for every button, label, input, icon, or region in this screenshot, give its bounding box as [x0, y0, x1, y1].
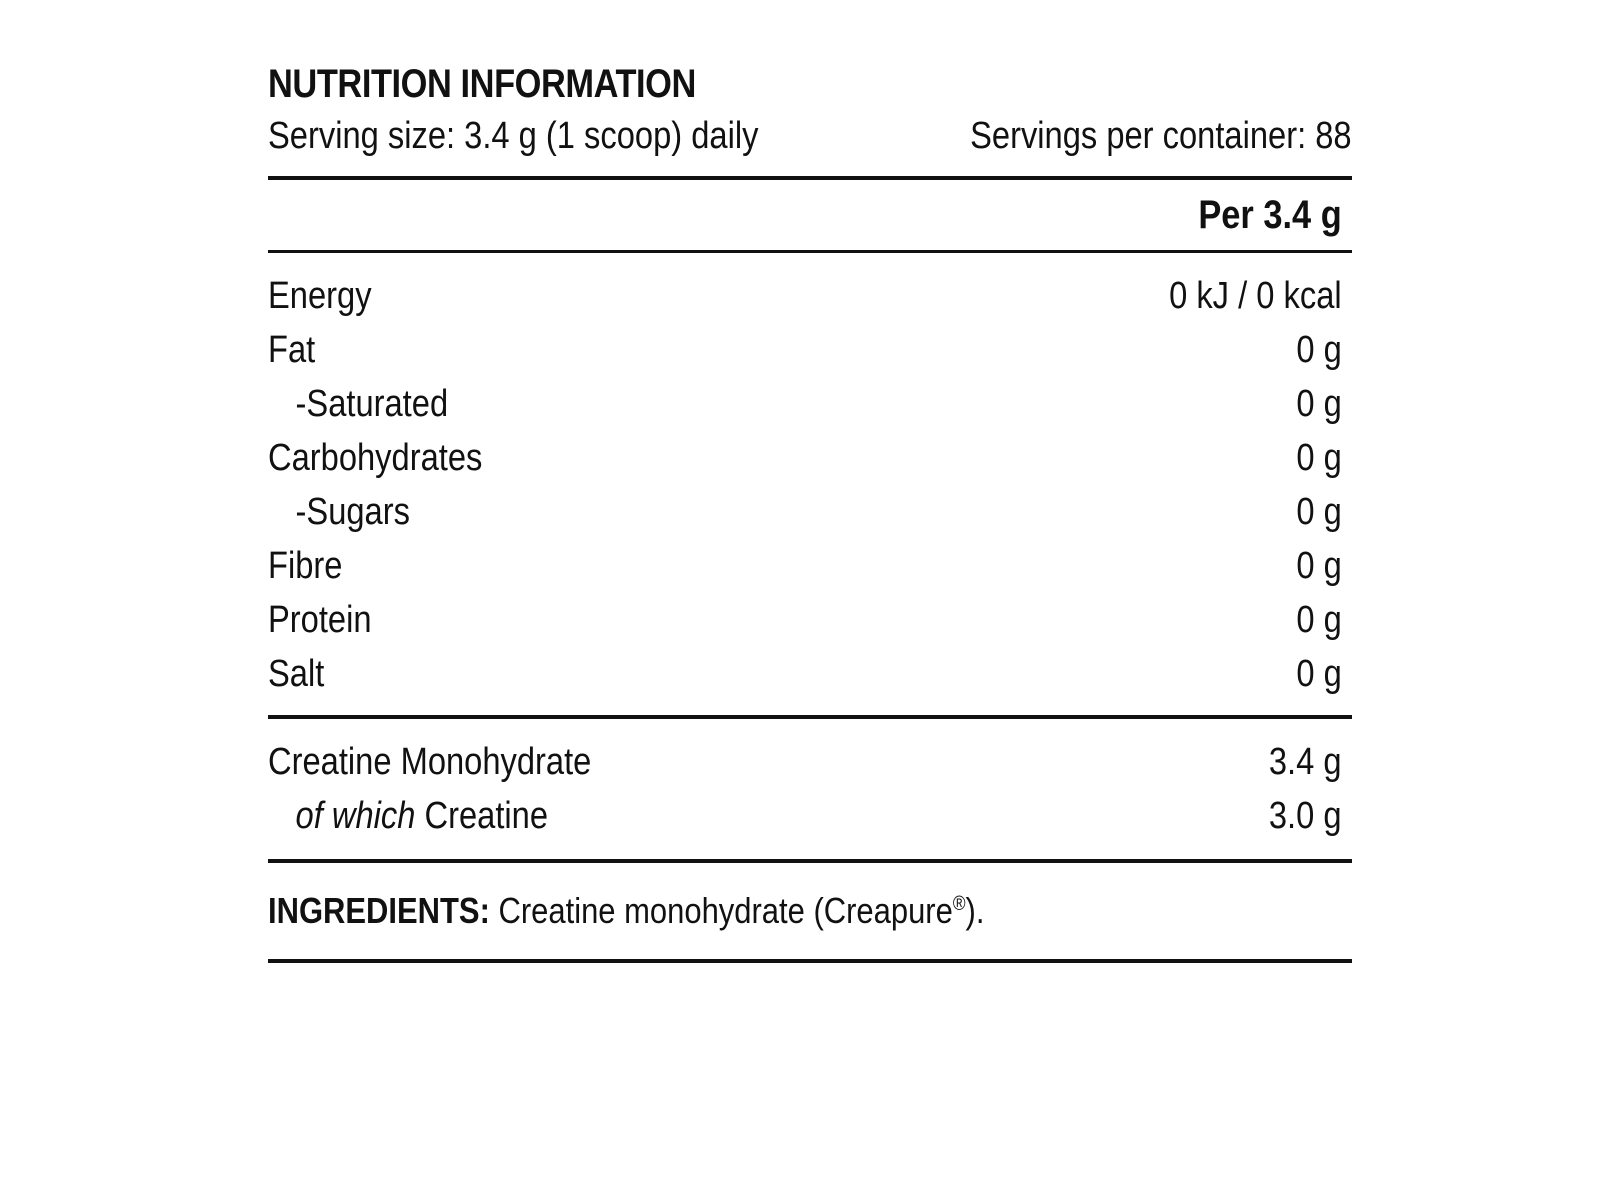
creatine-monohydrate-label: Creatine Monohydrate: [268, 740, 592, 783]
creatine-section: [268, 719, 1352, 859]
of-which-prefix: of which: [295, 794, 416, 837]
per-serving-label: Per 3.4 g: [1198, 192, 1342, 237]
nutrient-value: 0 g: [1296, 544, 1342, 587]
ingredients-text-wrap: [268, 890, 984, 932]
nutrient-row-carbohydrates: [268, 431, 1352, 485]
nutrient-table: [268, 253, 1352, 715]
serving-size: Serving size: 3.4 g (1 scoop) daily: [268, 115, 759, 157]
nutrient-label: -Sugars: [295, 490, 410, 533]
per-serving-header: [268, 180, 1352, 250]
creatine-monohydrate-row: [268, 735, 1352, 789]
nutrient-label: Salt: [268, 652, 325, 695]
nutrient-value: 0 g: [1296, 382, 1342, 425]
nutrient-row-fat: [268, 323, 1352, 377]
nutrient-label: Fibre: [268, 544, 343, 587]
creatine-monohydrate-value: 3.4 g: [1269, 740, 1342, 783]
nutrient-row-fibre: [268, 539, 1352, 593]
ingredients-text: Creatine monohydrate (Creapure: [498, 890, 953, 931]
nutrient-value: 0 kJ / 0 kcal: [1169, 274, 1342, 317]
ingredients-heading: INGREDIENTS:: [268, 890, 490, 931]
nutrient-row-saturated: [268, 377, 1352, 431]
serving-info: [268, 110, 1352, 162]
nutrient-row-salt: [268, 647, 1352, 701]
label-title: NUTRITION INFORMATION: [268, 62, 696, 106]
servings-per-container: Servings per container: 88: [970, 115, 1352, 157]
ingredients-suffix: ).: [965, 890, 985, 931]
creatine-label: [268, 795, 548, 838]
registered-mark: ®: [952, 893, 966, 915]
nutrient-row-sugars: [268, 485, 1352, 539]
nutrient-label: Protein: [268, 598, 372, 641]
nutrient-label: Fat: [268, 328, 316, 371]
nutrition-label: [268, 60, 1352, 963]
nutrient-row-protein: [268, 593, 1352, 647]
divider-bottom: [268, 959, 1352, 963]
nutrient-label: -Saturated: [295, 382, 449, 425]
ingredients-line: [268, 863, 1352, 959]
nutrient-value: 0 g: [1296, 652, 1342, 695]
creatine-name: Creatine: [424, 794, 549, 837]
nutrient-value: 0 g: [1296, 598, 1342, 641]
creatine-value: 3.0 g: [1269, 794, 1342, 837]
nutrient-row-energy: [268, 269, 1352, 323]
nutrient-value: 0 g: [1296, 328, 1342, 371]
nutrient-value: 0 g: [1296, 490, 1342, 533]
nutrient-label: Energy: [268, 274, 372, 317]
nutrient-label: Carbohydrates: [268, 436, 483, 479]
nutrient-value: 0 g: [1296, 436, 1342, 479]
creatine-row: [268, 789, 1352, 843]
